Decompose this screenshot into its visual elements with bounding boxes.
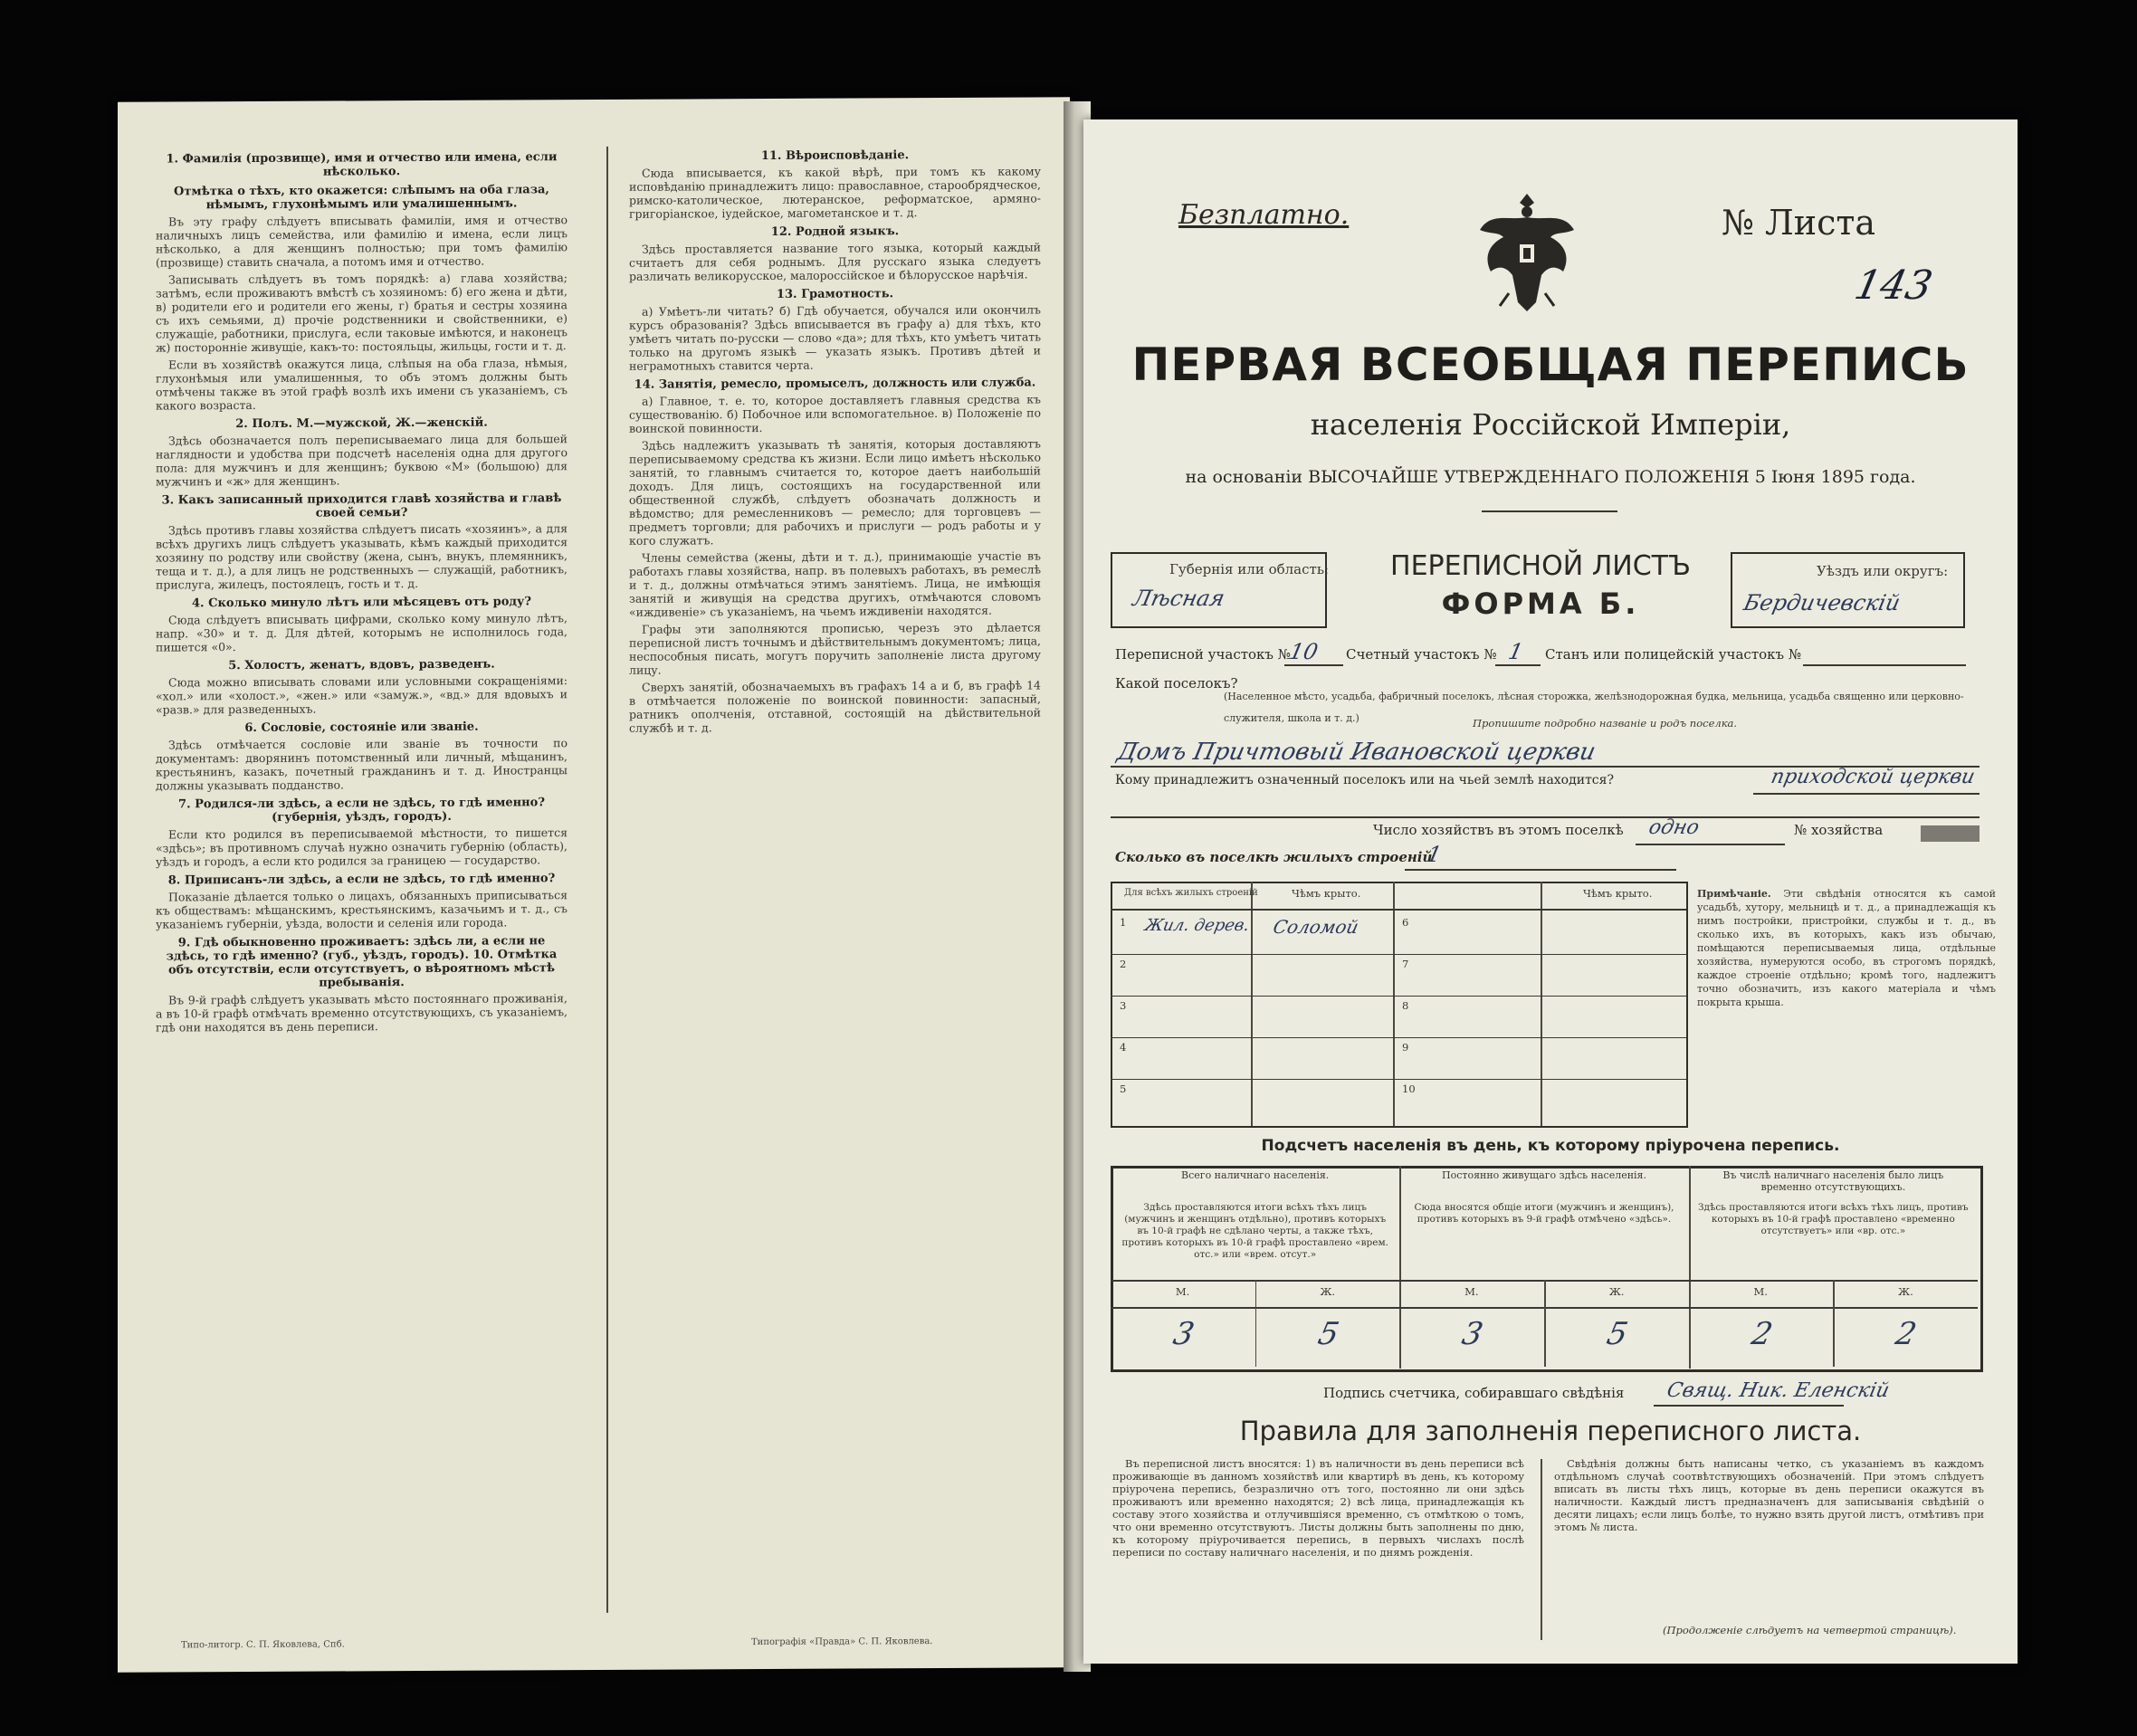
rules-title: Правила для заполненія переписного листа. [1239,1416,1862,1446]
instruction-heading: 14. Занятія, ремесло, промыселъ, должность или служба. [634,376,1036,392]
counting-line [1495,664,1541,666]
household-no-label: № хозяйства [1794,822,1884,838]
female-count: 2 [1892,1316,1921,1352]
instruction-paragraph: Здѣсь проставляется название того языка, который каждый считаетъ для себя роднымъ. Для русскаго языка следуетъ различать великорусское, малороссійское и бѣлорусское нарѣчія. [629,240,1041,283]
instruction-heading: 5. Холостъ, женатъ, вдовъ, разведенъ. [228,657,495,673]
bt-row-line [1111,1079,1686,1080]
right-page [1083,119,2018,1664]
male-label: М. [1753,1285,1768,1298]
instruction-paragraph: а) Главное, т. е. то, которое доставляетъ главныя средства къ существованію. б) Побочное или вспомогательное. в) Положеніе по воинской повинности. [629,392,1041,435]
instruction-heading: 12. Родной языкъ. [770,224,900,239]
police-line [1803,664,1966,666]
count-mf-divider [1544,1280,1546,1367]
instructions-column-2 [629,142,1041,1628]
count-col-desc: Здѣсь проставляются итоги всѣхъ тѣхъ лицъ, противъ которыхъ въ 10-й графѣ проставлено «временно отсутствуетъ» или «вр. отс.» [1698,1202,1969,1236]
census-subtitle: населенія Россійской Имперіи, [1310,407,1791,442]
bt-row-number: 5 [1120,1083,1127,1095]
buildings-label: Сколько въ поселкѣ жилыхъ строеній [1115,849,1433,865]
precinct-line [1284,664,1343,666]
census-basis: на основаніи ВЫСОЧАЙШЕ УТВЕРЖДЕННАГО ПОЛОЖЕНІЯ 5 Іюня 1895 года. [1185,467,1916,487]
bt-row-number: 9 [1402,1041,1409,1054]
printer-footer-right: Типографія «Правда» С. П. Яковлева. [751,1636,933,1648]
instruction-paragraph: Сверхъ занятій, обозначаемыхъ въ графахъ 14 а и б, въ графѣ 14 в отмѣчается положеніе по воинской повинности: запасный, ратникъ ополченія, отставной, состоящій на дѣйствительной службѣ и т. д. [629,678,1041,735]
count-col-divider [1399,1166,1401,1369]
buildings-line [1405,869,1676,871]
bt-row-line [1111,954,1686,955]
male-count: 2 [1748,1316,1776,1352]
bt-row-number: 10 [1402,1083,1416,1095]
instruction-heading: 7. Родился-ли здѣсь, а если не здѣсь, то гдѣ именно? (губернія, уѣздъ, городъ). [178,796,545,825]
owner-value: приходской церкви [1769,766,1978,788]
household-no-field [1921,825,1980,842]
enumerator-signature: Свящ. Ник. Еленскій [1665,1379,1892,1402]
district-label: Уѣздъ или округъ: [1817,563,1949,579]
female-count: 5 [1314,1316,1342,1352]
instructions-column-1 [156,145,568,1631]
instruction-heading: 3. Какъ записанный приходится главѣ хозяйства и главѣ своей семьи? [161,491,562,520]
bt-row-number: 8 [1402,999,1409,1012]
note-title: Примѣчаніе. [1697,888,1771,900]
bt-div-3 [1541,882,1542,1126]
bt-head-line [1111,909,1686,911]
instruction-paragraph: Здѣсь противъ главы хозяйства слѣдуетъ писать «хозяинъ», а для всѣхъ другихъ лицъ слѣдуетъ указывать, кѣмъ каждый приходится хозяину по родству или свойству (жена, сынъ, внукъ, племянникъ, теща и т. д.), а для лицъ не родственныхъ — служащій, работникъ, прислуга, жилецъ, постоялецъ, гость и т. д. [156,521,568,592]
households-label: Число хозяйствъ въ этомъ поселкѣ [1373,822,1624,838]
female-label: Ж. [1320,1285,1336,1298]
instruction-paragraph: Если въ хозяйствѣ окажутся лица, слѣпыя на оба глаза, нѣмыя, глухонѣмыя или умалишенныя, то объ этомъ должны быть отмѣчены также въ этой графѣ возлѣ ихъ имени съ указаніемъ, съ какого возраста. [156,356,568,413]
instruction-paragraph: Члены семейства (жены, дѣти и т. д.), принимающіе участіе въ работахъ главы хозяйства, напр. въ полевыхъ работахъ, въ ремеслѣ и т. д., должны отмѣчаться этимъ занятіемъ. Лица, не имѣющія занятій и живущія на средства другихъ, отмѣчаются словомъ «иждивеніе» съ указаніемъ, на чьемъ иждивеніи находятся. [629,548,1041,619]
instruction-heading: 6. Сословіе, состояніе или званіе. [244,720,479,736]
rules-divider [1541,1459,1542,1640]
instruction-paragraph: Сюда можно вписывать словами или условными сокращеніями: «хол.» или «холост.», «жен.» или «замуж.», «вд.» для вдовыхъ и «разв.» для разведенныхъ. [156,673,568,717]
instruction-paragraph: Здѣсь обозначается полъ переписываемаго лица для большей наглядности и удобства при подсчетѣ населенія одна для другого пола: для мужчинъ и для женщинъ; буквою «М» (большою) для мужчинъ и «ж» для женщинъ. [156,432,568,489]
bt-row-number: 3 [1120,999,1127,1012]
note-block [1697,887,1996,1009]
count-col-divider [1689,1166,1691,1369]
instruction-heading: 8. Приписанъ-ли здѣсь, а если не здѣсь, то гдѣ именно? [167,872,556,888]
precinct-label: Переписной участокъ № [1115,646,1291,663]
households-value: одно [1646,816,1702,839]
bt-row-number: 2 [1120,958,1127,970]
instruction-heading: 4. Сколько минуло лѣтъ или мѣсяцевъ отъ роду? [192,595,531,611]
police-label: Станъ или полицейскій участокъ № [1545,646,1802,663]
settlement-hint: (Населенное мѣсто, усадьба, фабричный поселокъ, лѣсная сторожка, желѣзнодорожная будка, мельница, усадьба священно или церковно-служителя, школа и т. д.) [1224,691,1964,724]
instruction-heading: 9. Гдѣ обыкновенно проживаетъ: здѣсь ли, а если не здѣсь, то гдѣ именно? (губ., уѣздъ, городъ). 10. Отмѣтка объ отсутствіи, если отсутствуетъ, о вѣроятномъ мѣстѣ пребыванія. [166,934,558,990]
female-label: Ж. [1898,1285,1913,1298]
male-label: М. [1175,1285,1190,1298]
female-label: Ж. [1608,1285,1625,1298]
bt-row-line [1111,996,1686,997]
count-col-desc: Здѣсь проставляются итоги всѣхъ тѣхъ лицъ (мужчинъ и женщинъ отдѣльно), противъ которыхъ въ 10-й графѣ не сдѣлано черты, а также тѣхъ, противъ которыхъ въ 10-й графѣ проставлено «врем. отс.» или «врем. отсут.» [1121,1202,1388,1260]
count-col-head: Постоянно живущаго здѣсь населенія. [1442,1169,1646,1181]
bt-div-2 [1393,882,1395,1126]
settlement-label: Какой поселокъ? [1115,675,1238,692]
rules-continue: (Продолженіе слѣдуетъ на четвертой страницѣ). [1663,1624,1957,1636]
owner-label: Кому принадлежитъ означенный поселокъ или на чьей землѣ находится? [1115,773,1614,787]
owner-line [1753,793,1980,795]
sheet-number-value: 143 [1850,262,1937,309]
rules-column-1: Въ переписной листъ вносятся: 1) въ наличности въ день переписи всѣ проживающіе въ данномъ хозяйствѣ или квартирѣ въ день, къ которому пріурочена перепись, безразлично отъ того, постоянно ли они здѣсь проживаютъ или временно находятся; 2) всѣ лица, принадлежащія къ составу этого хозяйства и отлучившіяся временно, съ отмѣткою о томъ, что они временно отсутствуютъ. Листы должны быть заполнены по дню, къ которому пріурочивается перепись, в первыхъ числахъ послѣ переписи по составу наличнаго населенія, и по днямъ рожденія. [1112,1457,1524,1559]
district-value: Бердичевскій [1741,590,1903,615]
bt-row1-material: Жил. дерев. [1142,916,1252,935]
form-label: ФОРМА Б. [1441,587,1640,621]
census-title: ПЕРВАЯ ВСЕОБЩАЯ ПЕРЕПИСЬ [1131,339,1970,391]
instruction-heading: Отмѣтка о тѣхъ, кто окажется: слѣпымъ на оба глаза, нѣмымъ, глухонѣмымъ или умалишеннымъ. [174,183,549,213]
bt-head-left: Для всѣхъ жилыхъ строеній [1124,888,1258,898]
settlement-hint-2: Пропишите подробно названіе и родъ поселка. [1473,717,1738,730]
instruction-heading: 11. Вѣроисповѣданіе. [760,148,910,164]
instruction-paragraph: Записывать слѣдуетъ въ томъ порядкѣ: а) глава хозяйства; затѣмъ, если проживаютъ вмѣстѣ съ хозяиномъ: б) его жена и дѣти, в) родители его и родители его жены, г) братья и сестры хозяина съ ихъ семьями, д) прочіе родственники и свойственники, е) служащіе, работники, прислуга, если таковые имѣются, и наконецъ ж) посторонніе живущіе, какъ-то: постояльцы, жильцы, гости и т. д. [156,271,568,355]
owner-line-2 [1111,816,1980,818]
province-value: Лѣсная [1131,586,1227,611]
count-col-head: Всего наличнаго населенія. [1181,1169,1330,1181]
bt-row-line [1111,1037,1686,1038]
precinct-value: 10 [1287,639,1321,664]
count-col-desc: Сюда вносятся общіе итоги (мужчинъ и женщинъ), противъ которыхъ въ 9-й графѣ отмѣчено «здѣсь». [1414,1202,1674,1225]
instruction-paragraph: Здѣсь надлежитъ указывать тѣ занятія, которыя доставляютъ переписываемому средства къ жизни. Если лицо имѣетъ нѣсколько занятій, то главнымъ считается то, которое даетъ наибольшій доходъ. Для лицъ, состоящихъ на государственной или общественной службѣ, слѣдуетъ обозначать должность и вѣдомство; для ремесленниковъ — ремесло; для торговцевъ — предметъ торговли; для рабочихъ и прислуги — родъ работы и у кого служатъ. [629,436,1041,548]
instruction-paragraph: Сюда вписывается, къ какой вѣрѣ, при томъ къ какому исповѣданію принадлежитъ лицо: православное, старообрядческое, римско-католическое, лютеранское, реформатское, армяно-григоріанское, іудейское, магометанское и т. д. [629,164,1041,221]
male-count: 3 [1458,1316,1487,1352]
province-label: Губернія или область: [1169,561,1330,577]
instruction-heading: 13. Грамотность. [776,287,894,301]
households-line [1636,844,1785,845]
instruction-paragraph: Здѣсь отмѣчается сословіе или званіе въ точности по документамъ: дворянинъ потомственный или личный, мѣщанинъ, крестьянинъ, казакъ, почетный гражданинъ и т. д. Иностранцы должны указывать подданство. [156,736,568,793]
instruction-paragraph: Въ 9-й графѣ слѣдуетъ указывать мѣсто постояннаго проживанія, а въ 10-й графѣ отмѣчать временно отсутствующихъ, съ указаніемъ, гдѣ они находятся въ день переписи. [156,991,568,1035]
instruction-heading: 2. Полъ. М.—мужской, Ж.—женскій. [235,415,488,432]
counting-value: 1 [1506,639,1526,664]
bt-head-roof: Чѣмъ крыто. [1292,887,1361,900]
bt-div-1 [1251,882,1253,1126]
bt-row-number: 4 [1120,1041,1127,1054]
sheet-title: ПЕРЕПИСНОЙ ЛИСТЪ [1390,550,1691,582]
instruction-paragraph: Въ эту графу слѣдуетъ вписывать фамиліи, имя и отчество наличныхъ лицъ семейства, или фамилію и имена, если лицъ нѣсколько, а для женщинъ полностью; при томъ фамилію (прозвище) ставить сначала, а потомъ имя и отчество. [156,213,568,270]
rules-column-2: Свѣдѣнія должны быть написаны четко, съ указаніемъ въ каждомъ отдѣльномъ случаѣ соотвѣтствующихъ обозначеній. При этомъ слѣдуетъ вписать въ листы тѣхъ лицъ, которые въ день переписи окажутся въ наличности. Каждый листъ предназначенъ для записыванія свѣдѣній о десяти лицахъ; если лицъ болѣе, то нужно взять другой листъ, отмѣтивъ при этомъ № листа. [1554,1457,1984,1533]
enumerator-label: Подпись счетчика, собиравшаго свѣдѣнія [1323,1385,1625,1401]
instruction-heading: 1. Фамилія (прозвище), имя и отчество или имена, если нѣсколько. [166,150,558,179]
instruction-paragraph: Если кто родился въ переписываемой мѣстности, то пишется «здѣсь»; въ противномъ случаѣ нужно означить губернію (область), уѣздъ и городъ, а если кто родился за границею — государство. [156,825,568,869]
note-text: Эти свѣдѣнія относятся къ самой усадьбѣ, хутору, мельницѣ и т. д., а принадлежащія къ нимъ постройки, пристройки, службы и т. д., въ сколько ихъ, въ которыхъ, какъ изъ обычаю, помѣщаются переписываемыя лица, отдѣльные хозяйства, нумеруются особо, въ строгомъ порядкѣ, каждое строеніе отдѣльно; кромѣ того, надлежитъ точно обозначить, изъ какого матеріала и чѣмъ покрыта крыша. [1697,888,1996,1008]
header-rule [1482,510,1617,512]
instruction-paragraph: Графы эти заполняются прописью, черезъ это дѣлается переписной листъ точнымъ и дѣйствительнымъ документомъ; лица, неспособныя писать, могутъ поручить заполненіе листа другому лицу. [629,620,1041,677]
bt-row-number: 1 [1120,916,1127,929]
bt-row-number: 6 [1402,916,1409,929]
imperial-eagle-icon [1473,185,1581,320]
left-page [118,97,1070,1673]
female-count: 5 [1603,1316,1631,1352]
count-title: Подсчетъ населенія въ день, къ которому пріурочена перепись. [1261,1137,1840,1155]
enumerator-line [1654,1405,1844,1407]
instruction-paragraph: а) Умѣетъ-ли читать? б) Гдѣ обучается, обучался или окончилъ курсъ образованія? Здѣсь вписывается въ графу а) для тѣхъ, кто умѣетъ читать по-русски — слово «да»; для тѣхъ, кто умѣетъ читать только на другомъ языкѣ — указать языкъ. Противъ дѣтей и неграмотныхъ ставится черта. [629,302,1041,373]
counting-label: Счетный участокъ № [1346,646,1497,663]
sheet-number-label: № Листа [1722,203,1876,243]
buildings-value: 1 [1425,842,1445,867]
settlement-value: Домъ Причтовый Ивановской церкви [1114,739,1598,766]
printer-footer-left: Типо-литогр. С. П. Яковлева, Спб. [181,1639,345,1651]
instruction-paragraph: Сюда слѣдуетъ вписывать цифрами, сколько кому минуло лѣтъ, напр. «30» и т. д. Для дѣтей, которымъ не исполнилось года, пишется «0». [156,611,568,654]
count-col-head: Въ числѣ наличнаго населенія было лицъ временно отсутствующихъ. [1722,1169,1944,1193]
bt-row1-roof: Соломой [1271,916,1361,938]
count-mf-divider [1833,1280,1835,1367]
male-label: М. [1464,1285,1479,1298]
bt-head-roof-2: Чѣмъ крыто. [1583,887,1653,900]
instruction-paragraph: Показаніе дѣлается только о лицахъ, обязанныхъ приписываться къ обществамъ: мѣщанскимъ, крестьянскимъ, казачьимъ и т. д., съ указаніемъ губерніи, уѣзда, волости и селенія или города. [156,888,568,931]
count-mf-divider [1255,1280,1257,1367]
column-divider [606,147,608,1613]
male-count: 3 [1169,1316,1197,1352]
free-label: Безплатно. [1178,199,1350,231]
bt-row-number: 7 [1402,958,1409,970]
